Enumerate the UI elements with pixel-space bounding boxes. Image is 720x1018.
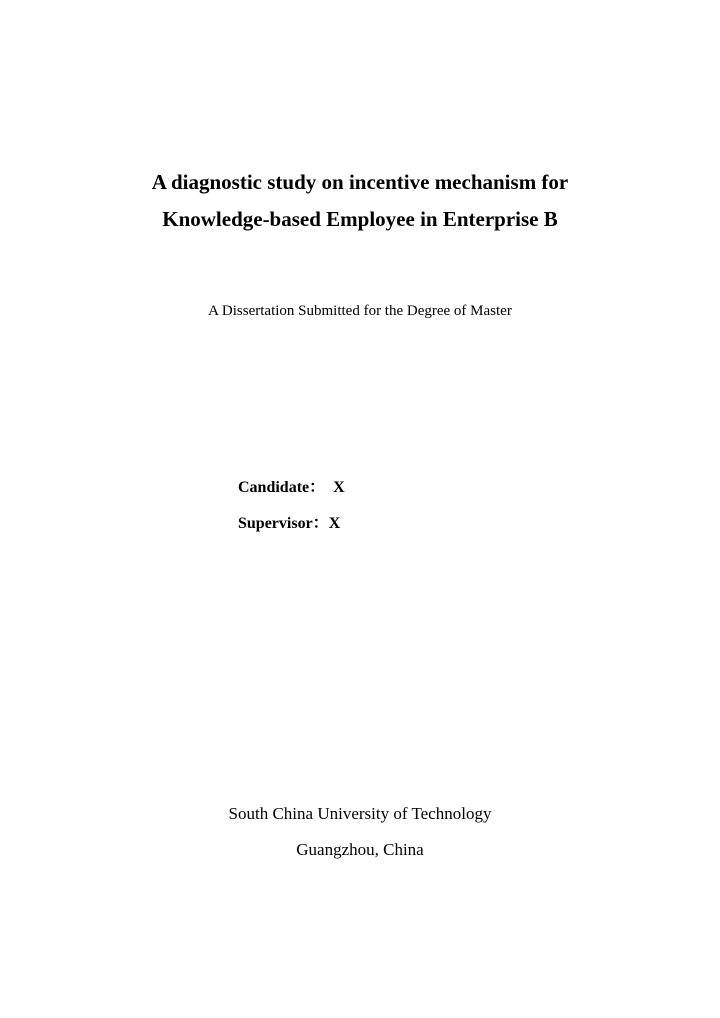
degree-statement: A Dissertation Submitted for the Degree of Master — [208, 303, 512, 319]
university-name: South China University of Technology — [228, 804, 492, 823]
candidate-row — [238, 478, 345, 498]
title-line-2: Knowledge-based Employee in Enterprise B — [162, 207, 558, 231]
supervisor-name: X — [328, 515, 341, 532]
supervisor-label: Supervisor： — [238, 515, 329, 532]
university-location: Guangzhou, China — [296, 840, 424, 859]
title-line-1: A diagnostic study on incentive mechanism for — [151, 170, 569, 194]
supervisor-row — [238, 514, 340, 534]
candidate-label: Candidate： — [238, 479, 326, 496]
candidate-name: X — [333, 479, 345, 496]
